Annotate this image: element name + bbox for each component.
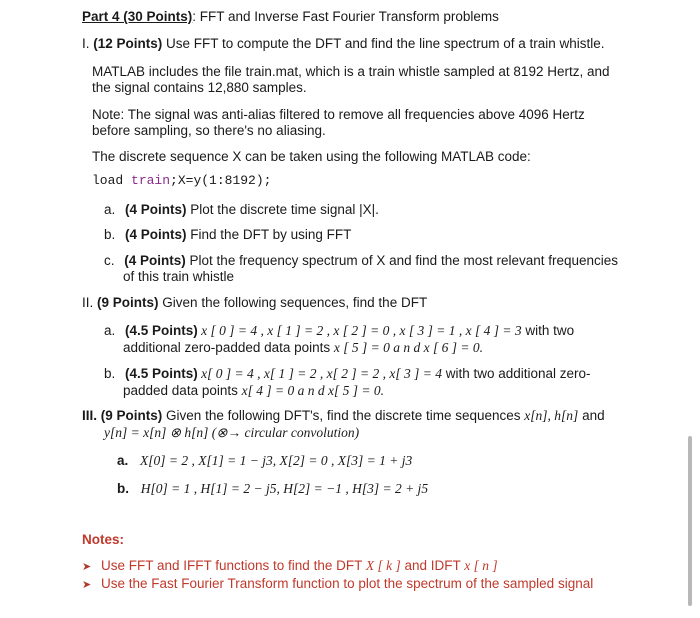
q1b-text: Find the DFT by using FFT [186, 227, 352, 242]
q3a-label: a. [117, 453, 129, 468]
q1-code-intro: The discrete sequence X can be taken using the following MATLAB code: [92, 149, 531, 164]
q1-number: I. [82, 36, 90, 51]
question-1 [82, 35, 605, 52]
q3-sequences: x[n], h[n] [524, 408, 579, 423]
note-1 [82, 557, 498, 576]
q2a-tail: with two [521, 323, 575, 338]
q1a-points: (4 Points) [125, 202, 187, 217]
q1c-label: c. [104, 253, 115, 268]
q1-part-c [104, 252, 618, 269]
q2b-equation: x[ 0 ] = 4 , x[ 1 ] = 2 , x[ 2 ] = 2 , x[ 3 ] = 4 [197, 366, 442, 381]
note-1-math-idft: x [ n ] [464, 558, 498, 573]
q3-text: Given the following DFT's, find the discrete time sequences [162, 408, 525, 423]
page-title [82, 8, 499, 25]
q3-number: III. [82, 408, 98, 423]
q2a-line2 [123, 339, 483, 356]
q1a-label: a. [104, 202, 116, 217]
q2b-line2-text: padded data points [123, 383, 242, 398]
q3a-equation: X[0] = 2 , X[1] = 1 − j3, X[2] = 0 , X[3] = 1 + j3 [140, 453, 413, 468]
q2a-points: (4.5 Points) [125, 323, 198, 338]
note-1-math-dft: X [ k ] [365, 558, 401, 573]
q2a-equation: x [ 0 ] = 4 , x [ 1 ] = 2 , x [ 2 ] = 0 , x [ 3 ] = 1 , x [ 4 ] = 3 [197, 323, 522, 338]
q2a-line2-text: additional zero-padded data points [123, 340, 334, 355]
q3b-equation: H[0] = 1 , H[1] = 2 − j5, H[2] = −1 , H[3] = 2 + j5 [140, 481, 429, 496]
q2-part-a [104, 322, 574, 339]
q1b-label: b. [104, 227, 116, 242]
code-keyword: load [92, 173, 124, 188]
arrow-bullet-icon: ➤ [82, 579, 92, 591]
q2b-line2 [123, 382, 384, 399]
q1-note-line2: before sampling, so there's no aliasing. [92, 123, 326, 138]
note-1-text: Use FFT and IFFT functions to find the DFT [100, 558, 366, 573]
q2b-points: (4.5 Points) [125, 366, 198, 381]
q1-points: (12 Points) [93, 36, 163, 51]
q1c-text: Plot the frequency spectrum of X and find the most relevant frequencies [185, 253, 619, 268]
q1c-points: (4 Points) [124, 253, 186, 268]
q3b-label: b. [117, 481, 129, 496]
q1-para1-line2: the signal contains 12,880 samples. [92, 80, 307, 95]
q2-text: Given the following sequences, find the DFT [158, 295, 428, 310]
q1b-points: (4 Points) [125, 227, 187, 242]
q3-convolution-line: y[n] = x[n] ⊗ h[n] (⊗→ circular convolution) [104, 425, 360, 440]
q3-points: (9 Points) [100, 408, 163, 423]
q1-part-a [104, 201, 379, 218]
part-description: : FFT and Inverse Fast Fourier Transform problems [192, 9, 499, 24]
q2-number: II. [82, 295, 94, 310]
q2b-label: b. [104, 366, 116, 381]
note-1-text-b: and IDFT [400, 558, 465, 573]
arrow-bullet-icon: ➤ [82, 561, 92, 573]
note-2 [82, 575, 593, 594]
q1-text: Use FFT to compute the DFT and find the line spectrum of a train whistle. [162, 36, 605, 51]
matlab-code [92, 172, 271, 189]
question-3 [82, 407, 605, 424]
q2a-line2-equation: x [ 5 ] = 0 a n d x [ 6 ] = 0. [333, 340, 483, 355]
q1c-text-line2: of this train whistle [123, 269, 235, 284]
part-label: Part 4 (30 Points) [82, 9, 193, 24]
note-2-text: Use the Fast Fourier Transform function to plot the spectrum of the sampled signal [100, 576, 594, 591]
q1-note-line1: Note: The signal was anti-alias filtered to remove all frequencies above 4096 Hertz [92, 107, 585, 122]
q1a-text: Plot the discrete time signal |X|. [186, 202, 379, 217]
q2b-tail: with two additional zero- [441, 366, 591, 381]
code-rest: ;X=y(1:8192); [170, 173, 272, 188]
notes-heading: Notes: [82, 532, 125, 547]
q1-para1-line1: MATLAB includes the file train.mat, which is a train whistle sampled at 8192 Hertz, and [92, 64, 610, 79]
q2b-line2-equation: x[ 4 ] = 0 a n d x[ 5 ] = 0. [241, 383, 384, 398]
q1-part-b [104, 226, 351, 243]
q2-part-b [104, 365, 591, 382]
q3-part-b [117, 480, 428, 497]
scrollbar-thumb[interactable] [688, 436, 692, 606]
q3-and: and [578, 408, 605, 423]
question-2 [82, 294, 427, 311]
q2a-label: a. [104, 323, 116, 338]
q2-points: (9 Points) [97, 295, 159, 310]
code-argument: train [131, 173, 171, 188]
q3-part-a [117, 452, 412, 469]
